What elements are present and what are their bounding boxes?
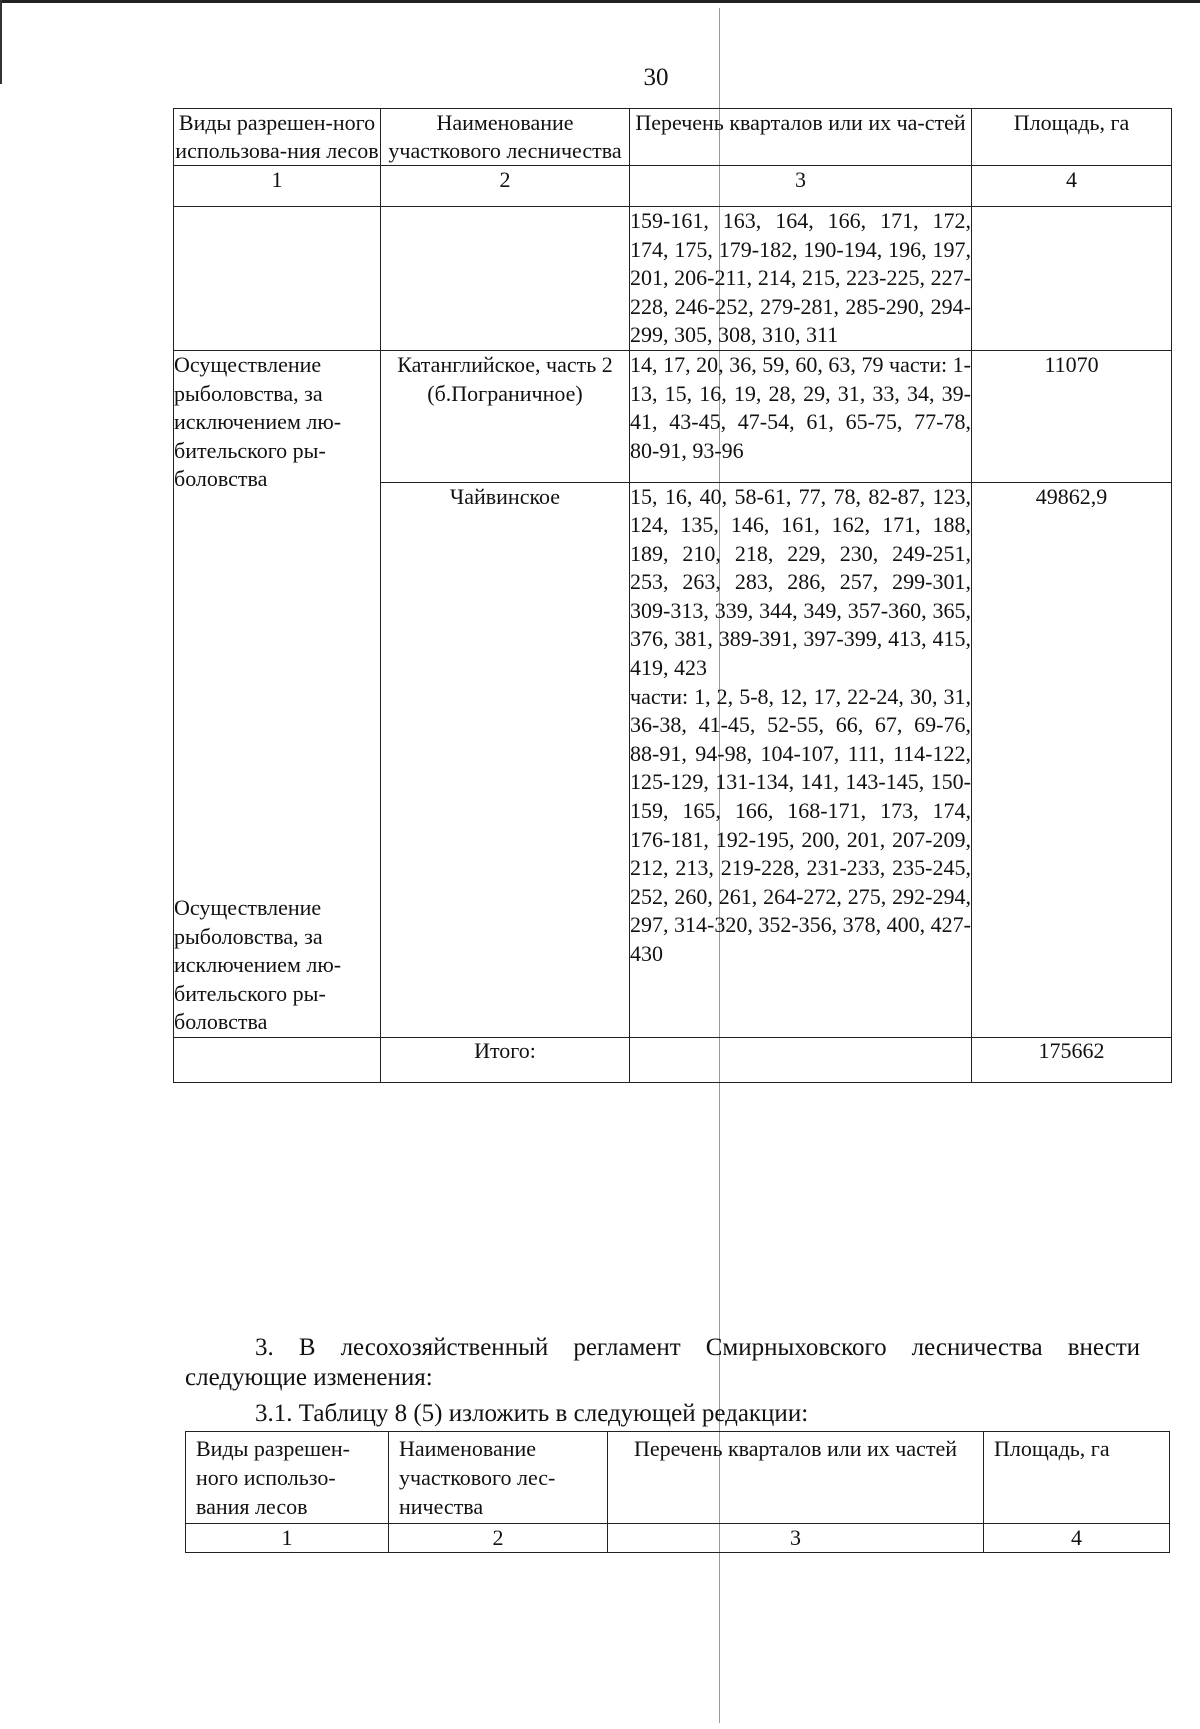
column-number: 1 — [186, 1524, 389, 1553]
column-number-row — [186, 1524, 1170, 1553]
paragraph-3: 3. В лесохозяйственный регламент Смирныховского лесничества внести следующие изменения: — [185, 1334, 1140, 1391]
table-header-row — [186, 1432, 1170, 1524]
quarters-cell: 14, 17, 20, 36, 59, 60, 63, 79 части: 1-13, 15, 16, 19, 28, 29, 31, 33, 34, 39-41, 43-45, 47-54, 61, 65-75, 77-78, 80-91, 93-96 — [630, 350, 972, 482]
header-area: Площадь, га — [972, 109, 1172, 166]
quarters-table — [173, 108, 1172, 1083]
area-cell-empty — [972, 207, 1172, 351]
column-number: 1 — [174, 166, 381, 207]
total-row — [174, 1037, 1172, 1082]
quarters-partial-list: части: 1, 2, 5-8, 12, 17, 22-24, 30, 31, 36-38, 41-45, 52-55, 66, 67, 69-76, 88-91, 94-98, 104-107, 111, 114-122, 125-129, 131-134, 141, 143-145, 150-159, 165, 166, 168-171, 173, 174, 176-181, 192-195, 200, 201, 207-209, 212, 213, 219-228, 231-233, 235-245, 252, 260, 261, 264-272, 275, 292-294, 297, 314-320, 352-356, 378, 400, 427-430 — [630, 683, 971, 967]
quarters-cell — [630, 482, 972, 1037]
forestry-name-cell: Катанглийское, часть 2 (б.Пограничное) — [381, 350, 630, 482]
table-header-row — [174, 109, 1172, 166]
header-forestry-name: Наименование участкового лесничества — [381, 109, 630, 166]
header-usage-type: Виды разрешен-ного использо-вания лесов — [186, 1432, 389, 1524]
usage-type-text: Осуществление рыболовства, за исключением лю-бительского ры-боловства — [174, 351, 342, 492]
table-8-5 — [185, 1431, 1170, 1553]
paragraph-3-1: 3.1. Таблицу 8 (5) изложить в следующей редакции: — [255, 1400, 809, 1427]
area-cell: 11070 — [972, 350, 1172, 482]
column-number: 2 — [381, 166, 630, 207]
total-value: 175662 — [972, 1037, 1172, 1082]
header-area: Площадь, га — [984, 1432, 1170, 1524]
usage-type-cell — [174, 350, 381, 1037]
header-quarters: Перечень кварталов или их частей — [608, 1432, 984, 1524]
quarters-full-list: 15, 16, 40, 58-61, 77, 78, 82-87, 123, 124, 135, 146, 161, 162, 171, 188, 189, 210, 218, 229, 230, 249-251, 253, 263, 283, 286, 257, 299-301, 309-313, 339, 344, 349, 357-360, 365, 376, 381, 389-391, 397-399, 413, 415, 419, 423 — [630, 483, 971, 681]
area-cell: 49862,9 — [972, 482, 1172, 1037]
header-quarters: Перечень кварталов или их ча-стей — [630, 109, 972, 166]
forestry-name-cell: Чайвинское — [381, 482, 630, 1037]
total-empty-cell — [174, 1037, 381, 1082]
column-number-row — [174, 166, 1172, 207]
column-number: 2 — [389, 1524, 608, 1553]
table-row — [174, 350, 1172, 482]
header-usage-type: Виды разрешен-ного использова-ния лесов — [174, 109, 381, 166]
column-number: 3 — [608, 1524, 984, 1553]
column-number: 3 — [630, 166, 972, 207]
column-number: 4 — [984, 1524, 1170, 1553]
top-border-line — [0, 0, 1200, 3]
page-number: 30 — [643, 64, 669, 91]
forestry-cell-empty — [381, 207, 630, 351]
total-empty-cell — [630, 1037, 972, 1082]
usage-type-text-repeat: Осуществление рыболовства, за исключением лю-бительского ры-боловства — [174, 894, 342, 1035]
header-forestry-name: Наименование участкового лес-ничества — [389, 1432, 608, 1524]
table-row — [174, 207, 1172, 351]
column-number: 4 — [972, 166, 1172, 207]
usage-cell-empty — [174, 207, 381, 351]
quarters-cell: 159-161, 163, 164, 166, 171, 172, 174, 175, 179-182, 190-194, 196, 197, 201, 206-211, 214, 215, 223-225, 227-228, 246-252, 279-281, 285-290, 294-299, 305, 308, 310, 311 — [630, 207, 972, 351]
total-label: Итого: — [381, 1037, 630, 1082]
